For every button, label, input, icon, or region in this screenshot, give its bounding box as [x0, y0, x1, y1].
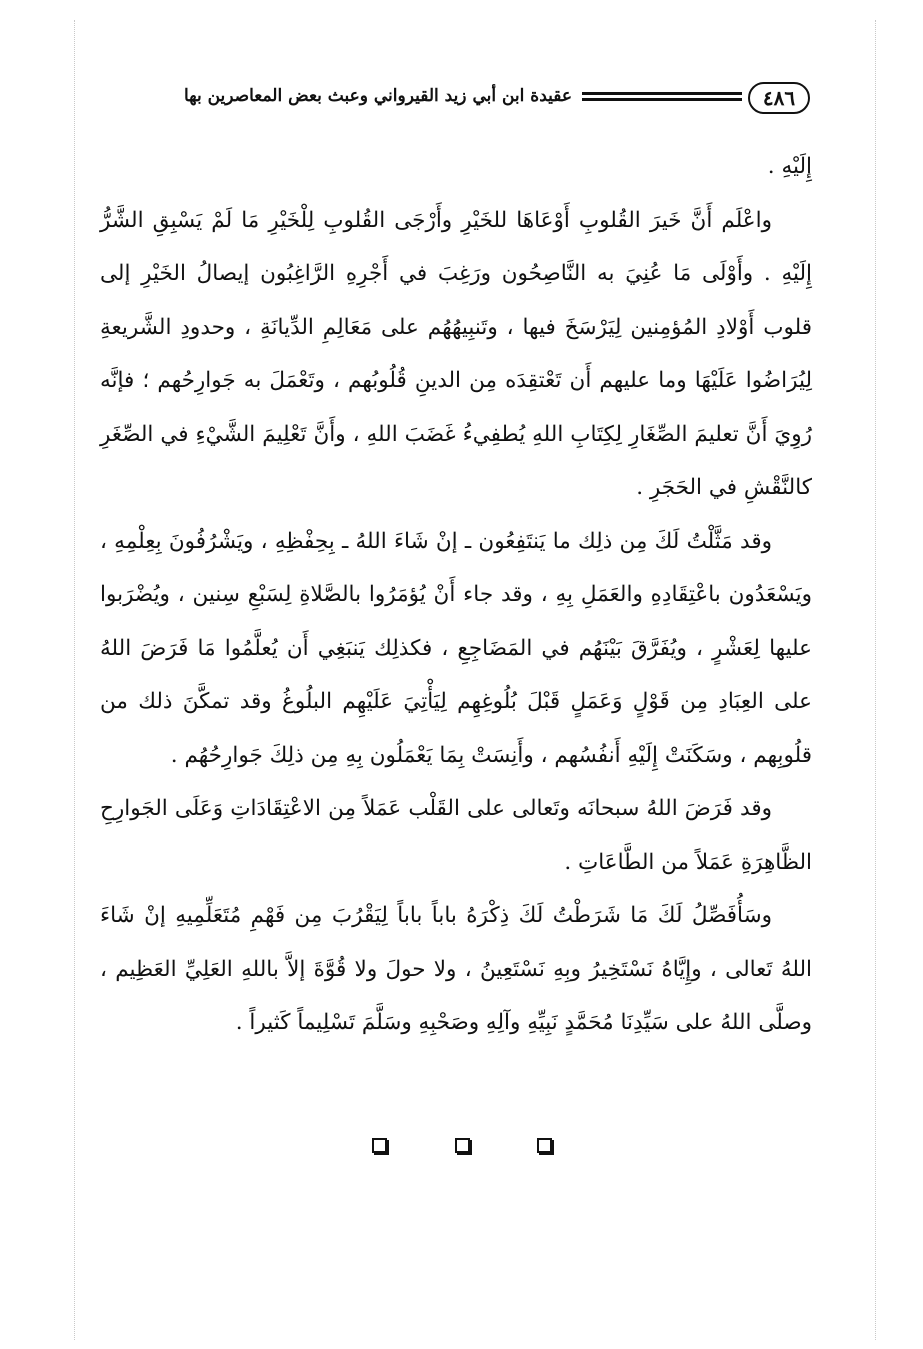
square-ornament-icon — [537, 1138, 552, 1153]
paragraph: وسَأُفَصِّلُ لَكَ مَا شَرَطْتُ لَكَ ذِكْرَهُ باباً باباً لِيَقْرُبَ مِن فَهْمِ مُتَعَلِّمِيهِ إنْ شَاءَ اللهُ تَعالى ، وإِيَّاهُ نَسْتَخِيرُ وبِهِ نَسْتَعِينُ ، ولا حولَ ولا قُوَّةَ إلاَّ باللهِ العَلِيِّ العَظِيم ، وصلَّى اللهُ على سَيِّدِنَا مُحَمَّدٍ نَبِيِّهِ وآلِهِ وصَحْبِهِ وسَلَّمَ تَسْلِيماً كَثيراً . — [100, 903, 812, 1035]
paragraph: وقد فَرَضَ اللهُ سبحانَه وتَعالى على القَلْب عَمَلاً مِن الاعْتِقَادَاتِ وَعَلَى الجَوارِحِ الظَّاهِرَةِ عَمَلاً من الطَّاعَاتِ . — [100, 796, 812, 875]
running-header — [88, 82, 810, 118]
scan-edge-right — [875, 20, 876, 1340]
end-ornament — [372, 1138, 552, 1162]
paragraph-continuation: إِلَيْهِ . — [767, 154, 812, 179]
header-double-rule — [582, 92, 742, 104]
running-title: عقيدة ابن أبي زيد القيرواني وعبث بعض المعاصرين بها — [183, 86, 572, 106]
page-number: ٤٨٦ — [748, 82, 810, 114]
paragraph: وقد مَثَّلْتُ لَكَ مِن ذلِك ما يَنتَفِعُون ـ إنْ شَاءَ اللهُ ـ بِحِفْظِهِ ، ويَشْرُفُونَ بِعِلْمِهِ ، ويَسْعَدُون باعْتِقَادِهِ والعَمَلِ بِهِ ، وقد جاء أَنْ يُؤمَرُوا بالصَّلاةِ لِسَبْعِ سِنين ، ويُضْرَبوا عليها لِعَشْرٍ ، ويُفَرَّقَ بَيْنَهُم في المَضَاجِعِ ، فكذلِك يَنبَغِي أَن يُعلَّمُوا مَا فَرَضَ اللهُ على العِبَادِ مِن قَوْلٍ وَعَمَلٍ قَبْلَ بُلُوغِهِم لِيَأْتِيَ عَلَيْهِم البلُوغُ وقد تمكَّنَ ذلك من قلُوبِهم ، وسَكَنَتْ إِلَيْهِ أَنفُسُهم ، وأَنِسَتْ بِمَا يَعْمَلُون بِهِ مِن ذلِكَ جَوارِحُهُم . — [100, 528, 812, 768]
paragraph: واعْلَم أَنَّ خَيرَ القُلوبِ أَوْعَاهَا للخَيْرِ وأَرْجَى القُلوبِ لِلْخَيْرِ مَا لَمْ يَسْبِقِ الشَّرُّ إِلَيْهِ . وأَوْلَى مَا عُنِيَ به النَّاصِحُون ورَغِبَ في أَجْرِهِ الرَّاغِبُون إيصالُ الخَيْرِ إلى قلوب أَوْلادِ المُؤمِنين لِيَرْسَخَ فيها ، وتَنبِيهُهُم على مَعَالِمِ الدِّيانَةِ ، وحدودِ الشَّريعةِ لِيُرَاضُوا عَلَيْهَا وما عليهم أَن تَعْتقِدَه مِن الدينِ قُلُوبُهم ، وتَعْمَلَ به جَوارِحُهم ؛ فإنَّه رُوِيَ أَنَّ تعليمَ الصِّغَارِ لِكِتَابِ اللهِ يُطفِيءُ غَضَبَ اللهِ ، وأَنَّ تَعْلِيمَ الشَّيْءِ في الصِّغَرِ كالنَّقْشِ في الحَجَرِ . — [100, 207, 812, 500]
scan-edge-left — [74, 20, 75, 1340]
body-text — [100, 140, 812, 1050]
square-ornament-icon — [455, 1138, 470, 1153]
square-ornament-icon — [372, 1138, 387, 1153]
